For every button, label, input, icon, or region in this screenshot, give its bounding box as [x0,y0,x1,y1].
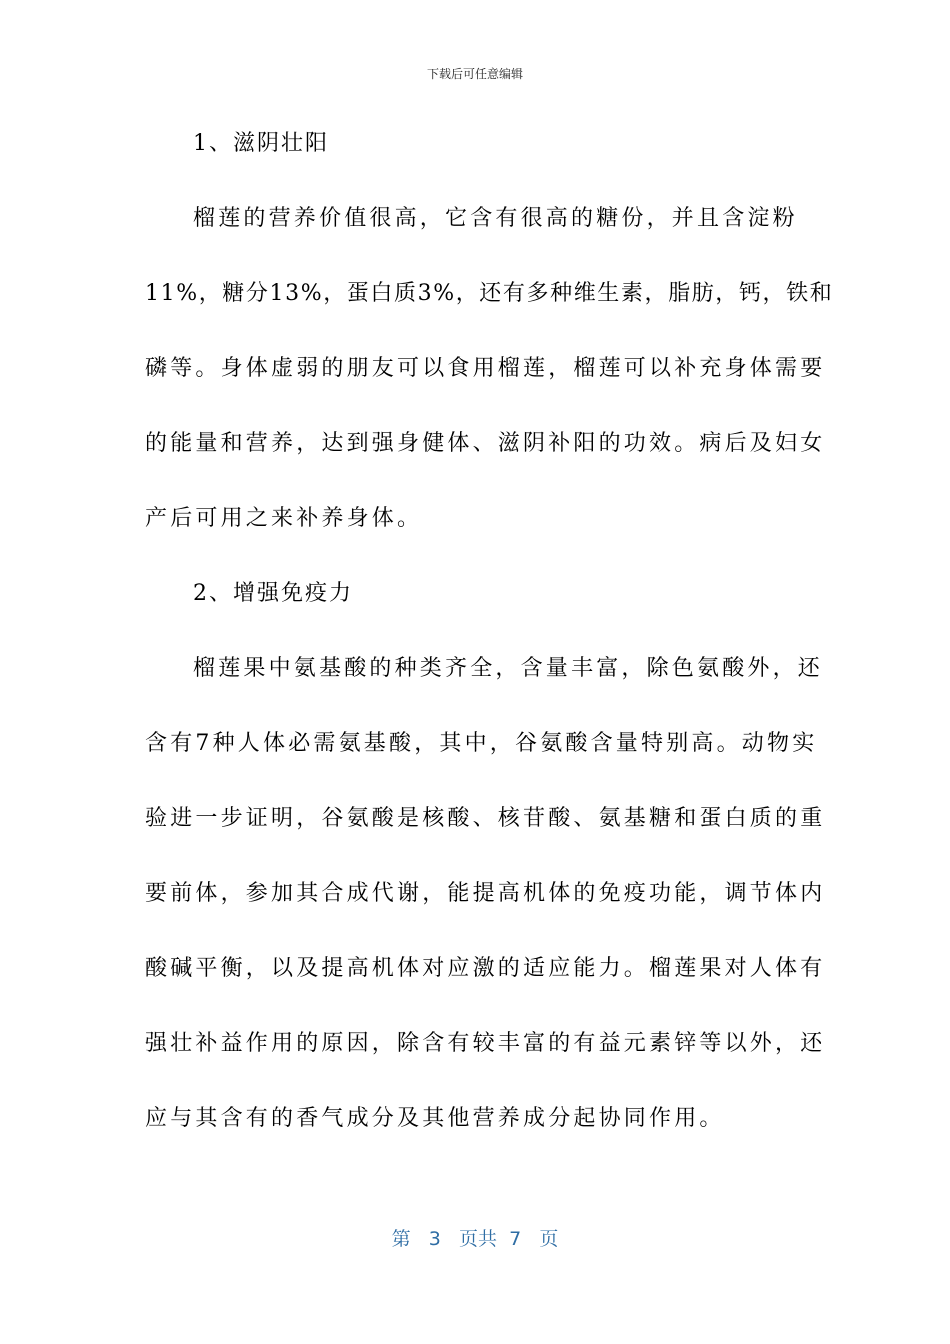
paragraph-line: 的能量和营养，达到强身健体、滋阴补阳的功效。病后及妇女 [145,431,826,456]
paragraph-line: 榴莲果中氨基酸的种类齐全，含量丰富，除色氨酸外，还 [193,656,824,681]
paragraph-line: 磷等。身体虚弱的朋友可以食用榴莲，榴莲可以补充身体需要 [145,356,826,381]
paragraph-line: 榴莲的营养价值很高，它含有很高的糖份，并且含淀粉 [193,206,798,231]
page-header: 下载后可任意编辑 [426,67,523,81]
section-heading-1: 1、滋阴壮阳 [193,131,329,156]
page-number-footer [0,1224,950,1254]
paragraph-line: 11%，糖分13%，蛋白质3%，还有多种维生素，脂肪，钙，铁和 [145,281,834,306]
footer-middle: 页共 [459,1228,498,1250]
paragraph-line: 应与其含有的香气成分及其他营养成分起协同作用。 [145,1106,725,1131]
total-pages-number: 7 [509,1228,522,1250]
paragraph-line: 验进一步证明，谷氨酸是核酸、核苷酸、氨基糖和蛋白质的重 [145,806,826,831]
paragraph-line: 酸碱平衡，以及提高机体对应激的适应能力。榴莲果对人体有 [145,956,826,981]
footer-suffix: 页 [539,1228,559,1250]
footer-prefix: 第 [391,1228,411,1250]
current-page-number: 3 [428,1228,441,1250]
paragraph-line: 含有7种人体必需氨基酸，其中，谷氨酸含量特别高。动物实 [145,731,818,756]
paragraph-line: 产后可用之来补养身体。 [145,506,423,531]
paragraph-line: 强壮补益作用的原因，除含有较丰富的有益元素锌等以外，还 [145,1031,826,1056]
document-body [145,106,834,1156]
paragraph-line: 要前体，参加其合成代谢，能提高机体的免疫功能，调节体内 [145,881,826,906]
section-heading-2: 2、增强免疫力 [193,581,353,606]
